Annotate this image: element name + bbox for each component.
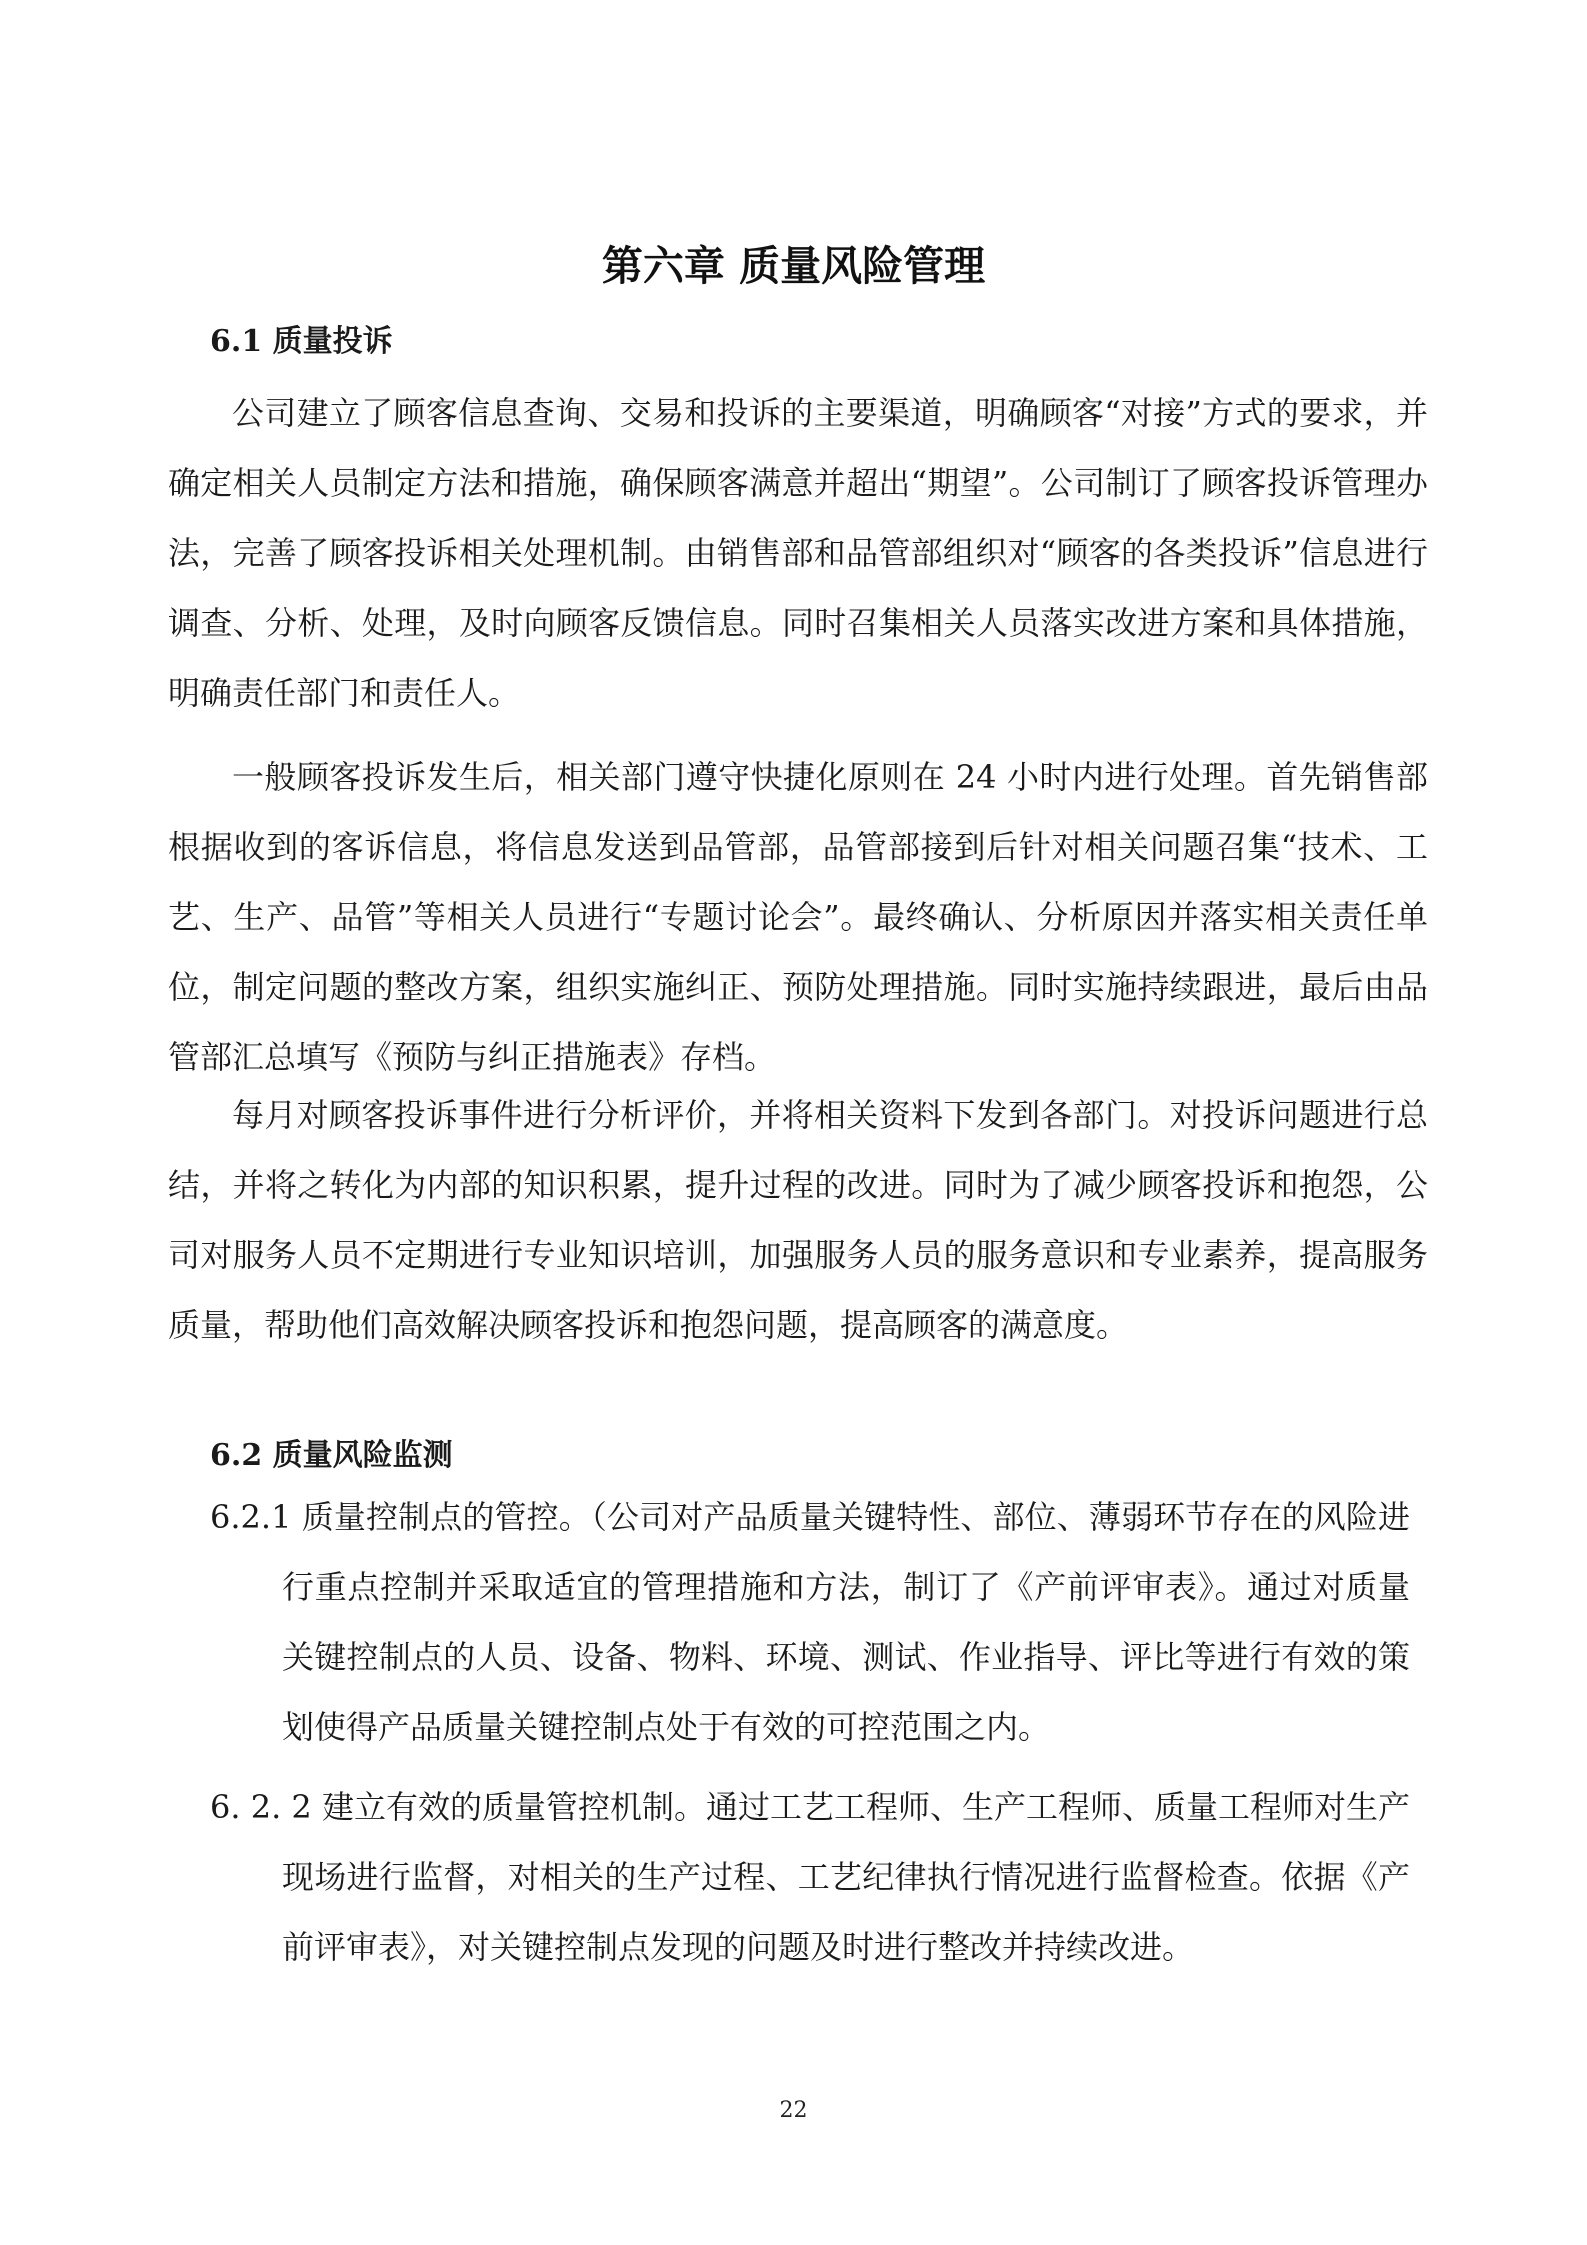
list-item-6-2-2 [210, 1772, 1410, 1982]
paragraph-complaint-handling: 一般顾客投诉发生后，相关部门遵守快捷化原则在 24 小时内进行处理。首先销售部根据收到的客诉信息，将信息发送到品管部，品管部接到后针对相关问题召集“技术、工艺、生产、品管”等相关人员进行“专题讨论会”。最终确认、分析原因并落实相关责任单位，制定问题的整改方案，组织实施纠正、预防处理措施。同时实施持续跟进，最后由品管部汇总填写《预防与纠正措施表》存档。 [168, 758, 1428, 1076]
section-heading-6-1: 6.1 质量投诉 [210, 324, 393, 359]
item-text: 建立有效的质量管控机制。通过工艺工程师、生产工程师、质量工程师对生产现场进行监督，对相关的生产过程、工艺纪律执行情况进行监督检查。依据《产前评审表》，对关键控制点发现的问题及时进行整改并持续改进。 [282, 1788, 1410, 1966]
list-item-6-2-1 [210, 1482, 1410, 1762]
item-text: 质量控制点的管控。（公司对产品质量关键特性、部位、薄弱环节存在的风险进行重点控制并采取适宜的管理措施和方法，制订了《产前评审表》。通过对质量关键控制点的人员、设备、物料、环境、测试、作业指导、评比等进行有效的策划使得产品质量关键控制点处于有效的可控范围之内。 [282, 1498, 1411, 1746]
paragraph-monthly-analysis: 每月对顾客投诉事件进行分析评价，并将相关资料下发到各部门。对投诉问题进行总结，并将之转化为内部的知识积累，提升过程的改进。同时为了减少顾客投诉和抱怨，公司对服务人员不定期进行专业知识培训，加强服务人员的服务意识和专业素养，提高服务质量，帮助他们高效解决顾客投诉和抱怨问题，提高顾客的满意度。 [168, 1096, 1428, 1344]
page-number: 22 [779, 2098, 808, 2123]
paragraph-complaint-channels: 公司建立了顾客信息查询、交易和投诉的主要渠道，明确顾客“对接”方式的要求，并确定相关人员制定方法和措施，确保顾客满意并超出“期望”。公司制订了顾客投诉管理办法，完善了顾客投诉相关处理机制。由销售部和品管部组织对“顾客的各类投诉”信息进行调查、分析、处理，及时向顾客反馈信息。同时召集相关人员落实改进方案和具体措施，明确责任部门和责任人。 [168, 394, 1428, 712]
section-heading-6-2: 6.2 质量风险监测 [210, 1438, 453, 1473]
item-number: 6. 2. 2 [210, 1788, 322, 1826]
chapter-title: 第六章 质量风险管理 [601, 242, 986, 290]
item-number: 6.2.1 [210, 1498, 302, 1536]
